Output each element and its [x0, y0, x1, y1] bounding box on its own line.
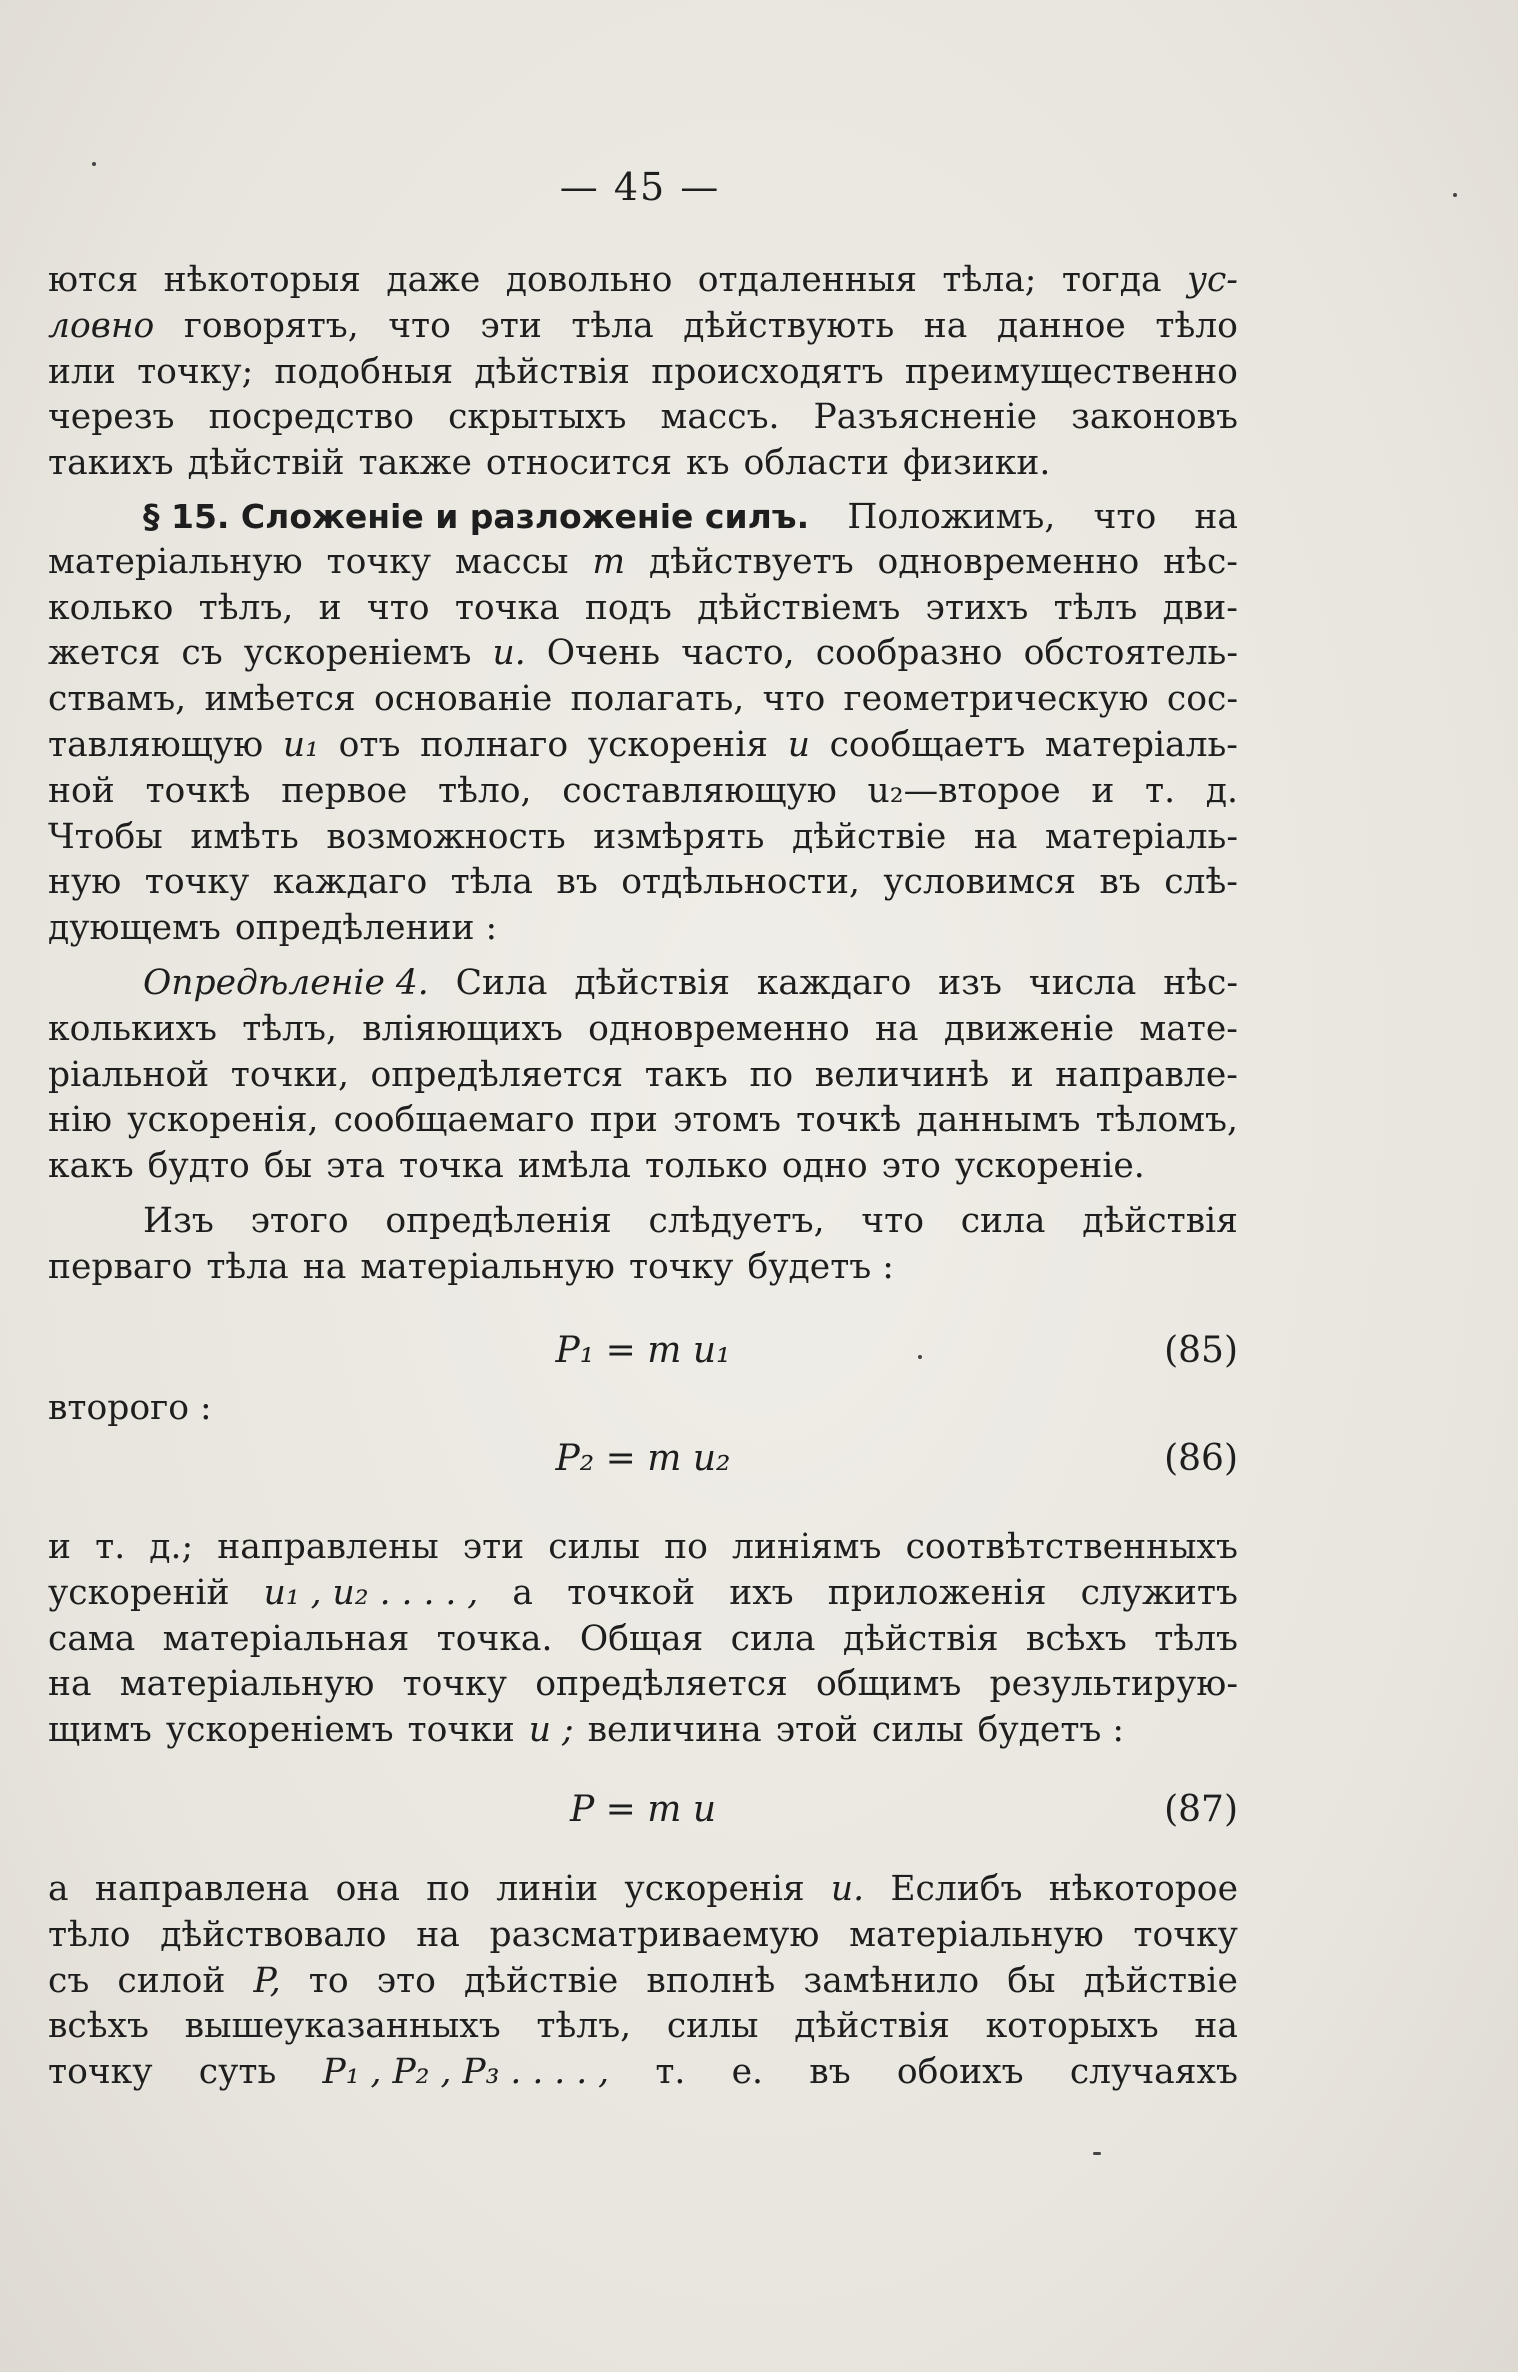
- word: обстоятель-: [1023, 633, 1238, 674]
- word: матеріальную: [360, 1246, 615, 1287]
- word: при: [589, 1100, 658, 1141]
- word: возможность: [326, 816, 566, 857]
- word: силы: [548, 1527, 640, 1567]
- word: даннымъ: [916, 1100, 1081, 1141]
- equation-number: (86): [1164, 1438, 1238, 1479]
- text-line: [48, 631, 1238, 677]
- word: къ: [686, 443, 730, 484]
- word: дви-: [1162, 587, 1238, 628]
- formula: P₁ = m u₁: [555, 1330, 731, 1371]
- word: направле-: [1055, 1054, 1238, 1095]
- word: тѣло: [48, 1914, 131, 1955]
- word: линіямъ: [731, 1527, 882, 1567]
- word: направлены: [217, 1527, 439, 1567]
- word: u.: [830, 1869, 865, 1909]
- word: обоихъ: [896, 2052, 1024, 2093]
- text-line: [48, 1959, 1238, 2005]
- word: Общая: [579, 1618, 704, 1659]
- paragraph-consequence: [48, 1199, 1238, 1291]
- word: даже: [386, 260, 481, 300]
- word: на: [302, 1246, 347, 1287]
- word: одно: [781, 1146, 868, 1187]
- word: всѣхъ: [48, 2006, 149, 2047]
- word: сообразно: [815, 633, 1003, 674]
- word: матеріаль-: [1045, 724, 1238, 765]
- word: д.;: [149, 1527, 194, 1567]
- word: опредѣлении :: [234, 908, 498, 949]
- word: дѣйствія: [794, 2006, 950, 2047]
- word: нѣс-: [1163, 963, 1238, 1003]
- word: подобныя: [274, 351, 454, 392]
- word: опредѣляется: [535, 1664, 788, 1705]
- word: величинѣ: [814, 1054, 990, 1095]
- word: одновременно: [588, 1008, 850, 1049]
- word: величина: [587, 1710, 762, 1751]
- word: дѣйствіе: [464, 1960, 619, 2001]
- word: суть: [198, 2052, 277, 2093]
- word: и: [318, 587, 342, 628]
- paragraph-after-86: [48, 1525, 1238, 1754]
- word: u ;: [528, 1710, 574, 1751]
- word: ускореніемъ: [243, 633, 472, 674]
- text-line: [48, 723, 1238, 769]
- word: Чтобы: [48, 816, 163, 857]
- word: движеніе: [943, 1008, 1115, 1049]
- word: тѣлъ,: [536, 2006, 632, 2047]
- word: линіи: [496, 1869, 599, 1909]
- text-line: [48, 1708, 1238, 1754]
- word: тѣла: [571, 305, 654, 346]
- word: на: [1194, 497, 1238, 537]
- text-line: [48, 494, 1238, 540]
- text-line: [48, 586, 1238, 632]
- word: имѣть: [190, 816, 299, 857]
- word: точка.: [436, 1618, 553, 1659]
- word: часто,: [681, 633, 795, 674]
- word: что: [861, 1201, 924, 1241]
- word: тогда: [1061, 260, 1162, 300]
- word: тѣла: [206, 1246, 289, 1287]
- word: отдаленныя: [697, 260, 917, 300]
- word: отдѣльности,: [621, 862, 860, 903]
- word: массы: [454, 541, 569, 582]
- word: вполнѣ: [646, 1960, 776, 2001]
- word: эти: [480, 305, 542, 346]
- word: первое: [281, 770, 408, 811]
- equation-number: (87): [1164, 1789, 1238, 1830]
- paragraph-after-87: [48, 1867, 1238, 2096]
- formula: P = m u: [569, 1789, 717, 1830]
- word: области: [743, 443, 889, 484]
- word: ускоренія: [587, 724, 769, 765]
- word: происходятъ: [651, 351, 884, 392]
- word: полагать,: [570, 679, 745, 720]
- word: Сила: [455, 963, 548, 1003]
- word: законовъ: [1071, 397, 1238, 438]
- word: дѣйствія: [842, 1618, 999, 1659]
- word: u₁ , u₂ . . . . ,: [263, 1572, 479, 1613]
- word: точка: [399, 1146, 504, 1187]
- word: говорятъ,: [183, 305, 359, 346]
- word: P₁ , P₂ , P₃ . . . . ,: [322, 2052, 610, 2093]
- word: m: [592, 541, 626, 582]
- equation-86: [48, 1434, 1238, 1484]
- text-line: [48, 441, 1238, 487]
- word: на: [416, 1914, 460, 1955]
- word: случаяхъ: [1069, 2052, 1238, 2093]
- word: силы: [666, 2006, 759, 2047]
- word: точкой: [567, 1572, 696, 1613]
- text-line: [48, 1525, 1238, 1571]
- text-line: [48, 1007, 1238, 1053]
- word: каждаго: [756, 963, 912, 1003]
- word: тѣла;: [942, 260, 1037, 300]
- word: посредство: [208, 397, 414, 438]
- word: д.: [1205, 770, 1238, 811]
- word: полнаго: [420, 724, 569, 765]
- text-line: [48, 769, 1238, 815]
- word: сама: [48, 1618, 136, 1659]
- word: ной: [48, 770, 115, 811]
- word: дѣйствіемъ: [697, 587, 901, 628]
- word: эти: [462, 1527, 525, 1567]
- text-line: [48, 1662, 1238, 1708]
- second-label: второго :: [48, 1388, 212, 1428]
- word: точку;: [137, 351, 254, 392]
- equation-85: [48, 1326, 1238, 1376]
- word: по: [426, 1869, 470, 1909]
- word: также: [358, 443, 472, 484]
- word: тѣло: [1155, 305, 1238, 346]
- page-number: — 45 —: [559, 165, 721, 209]
- word: точки: [407, 1710, 515, 1751]
- word: дѣйствуетъ: [649, 541, 854, 582]
- section-15: [48, 494, 1238, 952]
- word: P,: [253, 1960, 281, 2001]
- word: Разъясненіе: [813, 397, 1038, 438]
- word: ную: [48, 862, 122, 903]
- word: дѣйствіе: [792, 816, 947, 857]
- word: колько: [48, 587, 174, 628]
- word: е.: [731, 2052, 764, 2093]
- word: замѣнило: [803, 1960, 980, 2001]
- paper-speck: [1453, 193, 1457, 197]
- word: Еслибъ: [890, 1869, 1023, 1909]
- word: матеріальную: [48, 541, 303, 582]
- text-line: [48, 860, 1238, 906]
- word: геометрическую: [843, 679, 1149, 720]
- word: точка: [454, 587, 560, 628]
- word: ускореніе.: [954, 1146, 1145, 1187]
- word: въ: [1099, 862, 1141, 903]
- word: будетъ :: [977, 1710, 1124, 1751]
- word: этихъ: [925, 587, 1029, 628]
- word: всѣхъ: [1025, 1618, 1127, 1659]
- word: на: [875, 1008, 919, 1049]
- word: вышеуказанныхъ: [184, 2006, 501, 2047]
- word: ихъ: [729, 1572, 794, 1613]
- text-line: [48, 1098, 1238, 1144]
- word: на: [923, 305, 968, 346]
- word: точку: [1133, 1914, 1238, 1955]
- text-line: [48, 1913, 1238, 1959]
- section-heading: § 15. Сложеніе и разложеніе силъ.: [143, 497, 810, 536]
- word: условимся: [883, 862, 1077, 903]
- word: дѣйствують: [683, 305, 895, 346]
- text-line: [48, 540, 1238, 586]
- word: на: [48, 1664, 92, 1705]
- word: матеріальная: [162, 1618, 410, 1659]
- word: сообщаемаго: [333, 1100, 575, 1141]
- definition-label: Опредѣленіе 4.: [143, 963, 429, 1003]
- word: точку: [326, 541, 432, 582]
- word: въ: [809, 2052, 851, 2093]
- word: дѣйствія: [574, 963, 730, 1003]
- text-line: [48, 1245, 1238, 1291]
- text-line: [48, 815, 1238, 861]
- word: такъ: [644, 1054, 728, 1095]
- word: основаніе: [373, 679, 553, 720]
- word: на: [973, 816, 1018, 857]
- word: тѣломъ,: [1095, 1100, 1238, 1141]
- paragraph-intro: [48, 258, 1238, 487]
- word: опредѣленія: [385, 1201, 612, 1241]
- word: приложенія: [827, 1572, 1047, 1613]
- word: а: [48, 1869, 69, 1909]
- word: сила: [960, 1201, 1046, 1241]
- definition-4: [48, 961, 1238, 1190]
- text-line: [48, 1571, 1238, 1617]
- word: Изъ: [143, 1201, 214, 1241]
- word: ловно: [48, 305, 155, 346]
- word: такихъ: [48, 443, 174, 484]
- word: колькихъ: [48, 1008, 217, 1049]
- word: отъ: [338, 724, 401, 765]
- word: тѣлъ,: [198, 587, 294, 628]
- word: что: [762, 679, 826, 720]
- word: только: [644, 1146, 768, 1187]
- formula: P₂ = m u₂: [555, 1438, 731, 1479]
- word: будетъ :: [747, 1246, 894, 1287]
- word: слѣ-: [1164, 862, 1238, 903]
- word: и: [48, 1527, 71, 1567]
- word: Положимъ,: [847, 497, 1056, 537]
- word: данное: [996, 305, 1126, 346]
- word: которыхъ: [985, 2006, 1159, 2047]
- paper-speck: [918, 1355, 922, 1359]
- word: относится: [485, 443, 673, 484]
- word: и: [1010, 1054, 1034, 1095]
- word: подъ: [584, 587, 672, 628]
- word: u.: [492, 633, 526, 674]
- word: на: [1194, 2006, 1238, 2047]
- word: по: [749, 1054, 794, 1095]
- word: она: [335, 1869, 400, 1909]
- word: u₂—второе: [867, 770, 1061, 811]
- word: ускоренія,: [127, 1100, 319, 1141]
- word: тѣло,: [437, 770, 532, 811]
- word: точку: [628, 1246, 734, 1287]
- word: т.: [655, 2052, 686, 2093]
- word: числа: [1028, 963, 1137, 1003]
- word: эта: [326, 1146, 386, 1187]
- word: бы: [263, 1146, 313, 1187]
- word: преимущественно: [904, 351, 1238, 392]
- word: соотвѣтственныхъ: [905, 1527, 1238, 1567]
- word: щимъ: [48, 1710, 152, 1751]
- word: сообщаетъ: [829, 724, 1026, 765]
- word: нѣс-: [1163, 541, 1238, 582]
- word: физики.: [902, 443, 1051, 484]
- word: направлена: [94, 1869, 310, 1909]
- word: тѣла: [450, 862, 534, 903]
- word: довольно: [505, 260, 673, 300]
- word: имѣется: [204, 679, 356, 720]
- word: нѣкоторыя: [163, 260, 361, 300]
- word: этой: [775, 1710, 858, 1751]
- word: этомъ: [673, 1100, 781, 1141]
- word: по: [664, 1527, 708, 1567]
- word: силой: [117, 1960, 226, 2001]
- word: точку: [402, 1664, 508, 1705]
- text-line: [48, 1144, 1238, 1190]
- word: имѣла: [517, 1146, 631, 1187]
- word: жется: [48, 633, 161, 674]
- word: тѣлъ: [1154, 1618, 1238, 1659]
- word: одновременно: [877, 541, 1140, 582]
- word: матеріаль-: [1045, 816, 1238, 857]
- text-line: [48, 304, 1238, 350]
- word: точкѣ: [145, 770, 251, 811]
- text-line: [48, 1199, 1238, 1245]
- word: ріальной: [48, 1054, 210, 1095]
- equation-number: (85): [1164, 1330, 1238, 1371]
- word: тавляющую: [48, 724, 264, 765]
- word: перваго: [48, 1246, 193, 1287]
- word: бы: [1007, 1960, 1056, 2001]
- word: ускореній: [48, 1572, 230, 1613]
- word: т.: [95, 1527, 126, 1567]
- text-line: [48, 350, 1238, 396]
- word: каждаго: [272, 862, 428, 903]
- word: мате-: [1139, 1008, 1238, 1049]
- word: что: [1093, 497, 1157, 537]
- word: ускореніемъ: [165, 1710, 394, 1751]
- text-line: [48, 1053, 1238, 1099]
- word: ус-: [1186, 260, 1238, 300]
- word: этого: [250, 1201, 349, 1241]
- word: это: [376, 1960, 436, 2001]
- word: точкѣ: [796, 1100, 902, 1141]
- word: сила: [730, 1618, 816, 1659]
- word: дѣйствія: [474, 351, 631, 392]
- word: а: [512, 1572, 533, 1613]
- word: съ: [181, 633, 223, 674]
- word: разсматриваемую: [489, 1914, 820, 1955]
- text-line: [48, 258, 1238, 304]
- word: точки,: [230, 1054, 349, 1095]
- word: будто: [147, 1146, 250, 1187]
- word: изъ: [938, 963, 1002, 1003]
- word: слѣдуетъ,: [648, 1201, 825, 1241]
- word: ствамъ,: [48, 679, 187, 720]
- paper-speck: [92, 162, 96, 166]
- text-line: [48, 1867, 1238, 1913]
- word: u: [787, 724, 810, 765]
- equation-87: [48, 1785, 1238, 1835]
- word: съ: [48, 1960, 90, 2001]
- word: т.: [1145, 770, 1176, 811]
- word: то: [308, 1960, 349, 2001]
- word: точку: [48, 2052, 153, 2093]
- word: вліяющихъ: [362, 1008, 563, 1049]
- word: Очень: [546, 633, 661, 674]
- word: ются: [48, 260, 139, 300]
- word: сос-: [1166, 679, 1238, 720]
- text-line: [48, 2050, 1238, 2096]
- word: дѣйствія: [1082, 1201, 1238, 1241]
- word: результирую-: [989, 1664, 1238, 1705]
- word: u₁: [282, 724, 319, 765]
- word: служитъ: [1080, 1572, 1238, 1613]
- word: составляющую: [562, 770, 837, 811]
- text-line: [48, 677, 1238, 723]
- word: дующемъ: [48, 908, 221, 949]
- word: въ: [556, 862, 598, 903]
- word: нѣкоторое: [1048, 1869, 1238, 1909]
- word: матеріальную: [119, 1664, 375, 1705]
- word: силы: [871, 1710, 964, 1751]
- word: измѣрять: [593, 816, 765, 857]
- word: дѣйствовало: [160, 1914, 387, 1955]
- text-line: [48, 961, 1238, 1007]
- paper-speck: [1093, 2152, 1101, 2155]
- word: дѣйствіе: [1083, 1960, 1238, 2001]
- word: или: [48, 351, 116, 392]
- word: и: [1091, 770, 1115, 811]
- text-line: [48, 906, 1238, 952]
- word: опредѣляется: [370, 1054, 624, 1095]
- word: нію: [48, 1100, 113, 1141]
- word: дѣйствій: [187, 443, 345, 484]
- word: общимъ: [815, 1664, 962, 1705]
- text-line: [48, 1617, 1238, 1663]
- word: массъ.: [660, 397, 780, 438]
- word: точку: [144, 862, 250, 903]
- word: ускоренія: [624, 1869, 805, 1909]
- word: скрытыхъ: [448, 397, 627, 438]
- word: тѣлъ,: [242, 1008, 337, 1049]
- word: это: [881, 1146, 941, 1187]
- word: черезъ: [48, 397, 175, 438]
- word: что: [366, 587, 430, 628]
- word: тѣлъ: [1053, 587, 1138, 628]
- word: матеріальную: [849, 1914, 1104, 1955]
- word: что: [388, 305, 451, 346]
- text-line: [48, 395, 1238, 441]
- word: какъ: [48, 1146, 134, 1187]
- text-line: [48, 2004, 1238, 2050]
